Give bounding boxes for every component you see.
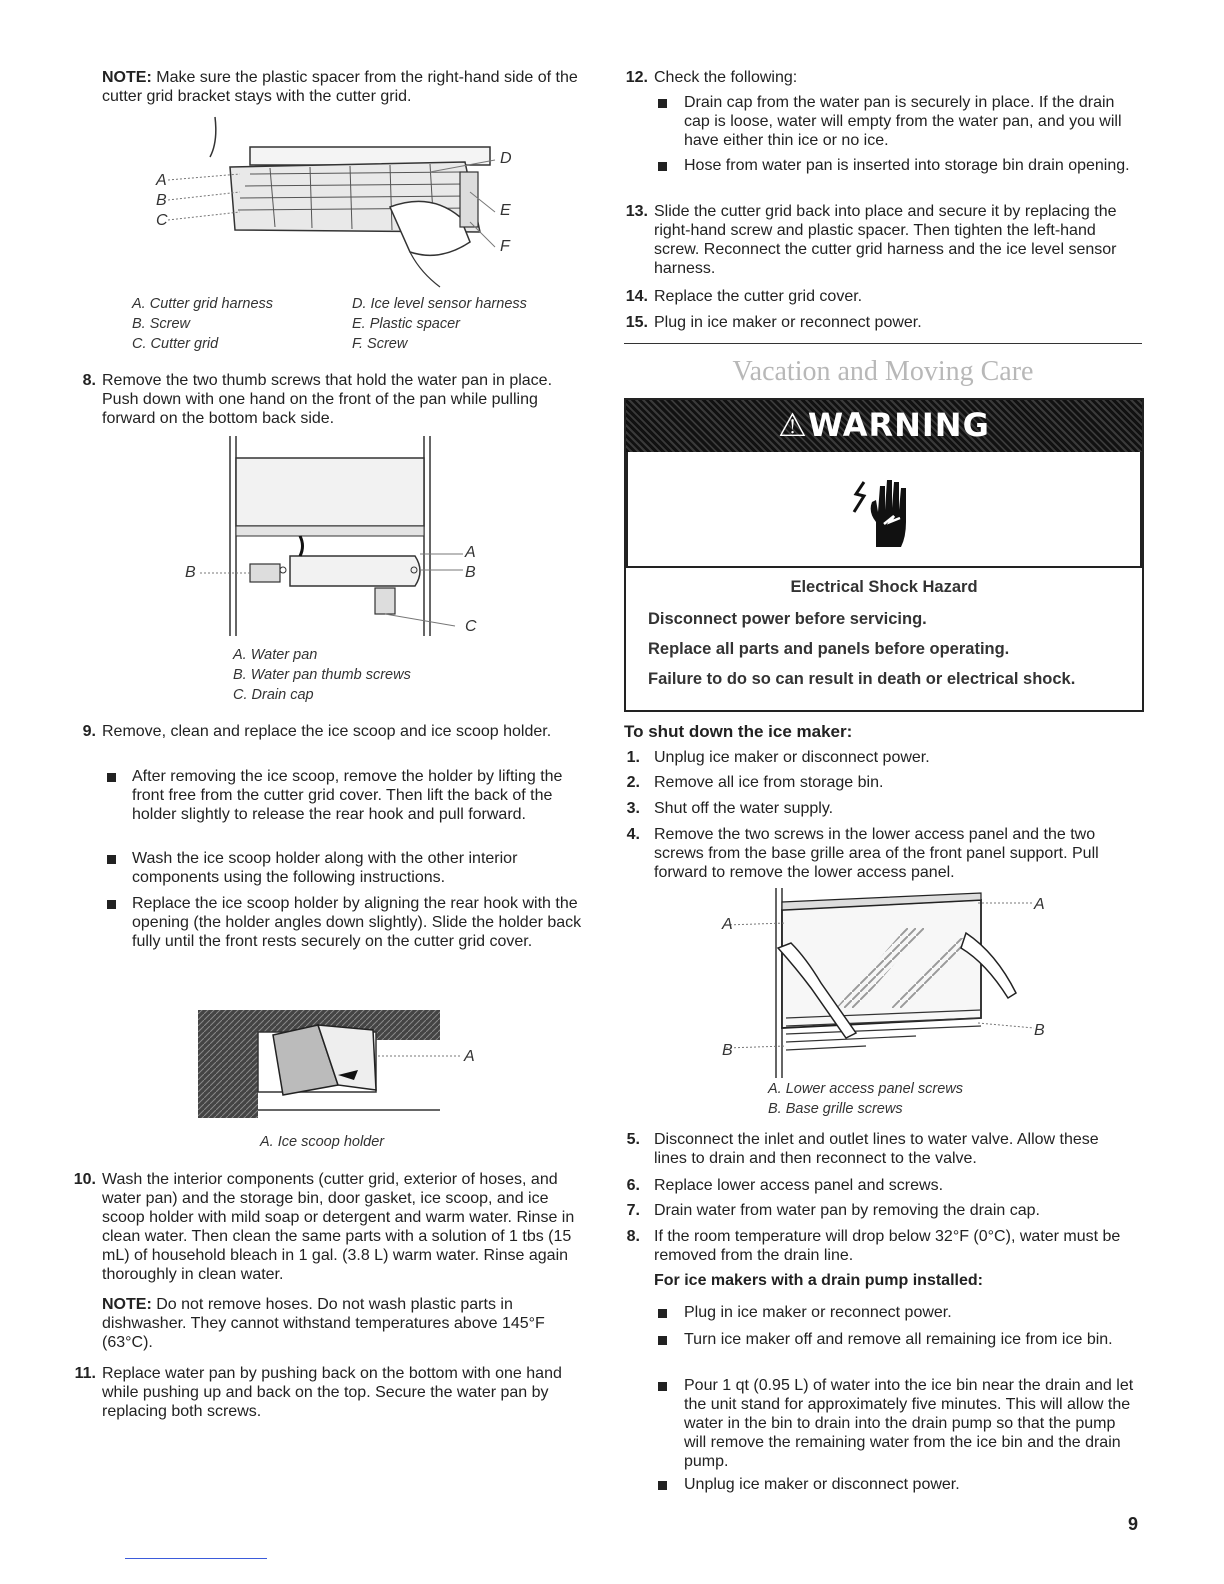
- shutdown-step-2-text: Remove all ice from storage bin.: [654, 774, 884, 791]
- figure-water-pan: [180, 436, 490, 650]
- label-a: A: [156, 172, 167, 189]
- label-b-left: B: [722, 1042, 733, 1059]
- bullet-icon: [658, 1336, 667, 1345]
- bullet-icon: [658, 1309, 667, 1318]
- shutdown-heading: To shut down the ice maker:: [624, 722, 853, 741]
- fig3-caption: A. Ice scoop holder: [260, 1134, 385, 1150]
- warning-word: WARNING: [807, 406, 990, 444]
- fig4-captions: A. Lower access panel screws B. Base grille screws: [768, 1081, 964, 1117]
- water-pan-illustration: [180, 436, 490, 650]
- ice-scoop-holder-illustration: [198, 990, 488, 1120]
- label-a: A: [464, 1048, 475, 1065]
- step-15-number: 15.: [625, 314, 648, 331]
- bullet-icon: [658, 1481, 667, 1490]
- step-12-bullet-2: Hose from water pan is inserted into storage bin drain opening.: [684, 157, 1130, 174]
- section-divider: [624, 343, 1142, 344]
- label-b: B: [156, 192, 167, 209]
- step-12-bullet-1: Drain cap from the water pan is securely in place. If the drain cap is loose, water will empty from the water pan, and you will have either thin ice or no ice.: [684, 94, 1122, 149]
- warning-line-1: Disconnect power before servicing.: [648, 610, 927, 628]
- warning-icon-panel: [626, 452, 1142, 568]
- step-6-text: Replace lower access panel and screws.: [654, 1177, 944, 1194]
- fig2-captions: A. Water pan B. Water pan thumb screws C. Drain cap: [233, 647, 411, 703]
- step-6-number: 6.: [626, 1177, 640, 1194]
- section-title: Vacation and Moving Care: [732, 356, 1034, 387]
- shutdown-step-1-number: 1.: [626, 749, 640, 766]
- label-b-right: B: [1034, 1022, 1045, 1039]
- bullet-icon: [658, 1382, 667, 1391]
- shutdown-step-1-text: Unplug ice maker or disconnect power.: [654, 749, 930, 766]
- fig1-captions-left: A. Cutter grid harness B. Screw C. Cutter grid: [132, 296, 274, 352]
- figure-lower-access-panel: [716, 888, 1056, 1078]
- label-c: C: [465, 618, 477, 635]
- pump-bullet-4: Unplug ice maker or disconnect power.: [684, 1476, 960, 1493]
- note-1: [102, 68, 590, 106]
- pump-heading: For ice makers with a drain pump installed:: [654, 1272, 983, 1289]
- pump-bullet-1: Plug in ice maker or reconnect power.: [684, 1304, 952, 1321]
- step-7-number: 7.: [626, 1202, 640, 1219]
- note-text: Do not remove hoses. Do not wash plastic parts in dishwasher. They cannot withstand temperatures above 145°F (63°C).: [102, 1296, 545, 1351]
- step-5-number: 5.: [626, 1131, 640, 1148]
- shutdown-step-4-text: Remove the two screws in the lower access panel and the two screws from the base grille area of the front panel support. Pull forward to remove the lower access panel.: [654, 826, 1099, 881]
- step-12-number: 12.: [625, 69, 648, 86]
- step-8-number: 8.: [82, 372, 96, 389]
- warning-title: Electrical Shock Hazard: [790, 578, 978, 596]
- page-number: 9: [1128, 1514, 1139, 1534]
- bullet-icon: [107, 855, 116, 864]
- step-11-text: Replace water pan by pushing back on the bottom with one hand while pushing up and back on the top. Secure the water pan by replacing both screws.: [102, 1365, 562, 1420]
- warning-header-label: [626, 406, 1142, 444]
- pump-bullet-3: Pour 1 qt (0.95 L) of water into the ice bin near the drain and let the unit stand for approximately five minutes. This will allow the water in the bin to drain into the drain pump so that the pump will remove the remaining water from the ice bin and the drain pump.: [684, 1377, 1134, 1470]
- step-13-text: Slide the cutter grid back into place and secure it by replacing the right-hand screw and plastic spacer. Then tighten the left-hand screw. Reconnect the cutter grid harness and the ice level sensor harness.: [654, 203, 1117, 277]
- step-7-text: Drain water from water pan by removing the drain cap.: [654, 1202, 1040, 1219]
- warning-box: [624, 398, 1144, 712]
- step-5-text: Disconnect the inlet and outlet lines to water valve. Allow these lines to drain and then reconnect to the valve.: [654, 1131, 1099, 1167]
- bullet-icon: [107, 773, 116, 782]
- note-2: [102, 1295, 590, 1352]
- step-9-bullet-2: Wash the ice scoop holder along with the other interior components using the following instructions.: [132, 850, 518, 886]
- step-9-bullet-1: After removing the ice scoop, remove the holder by lifting the front free from the cutter grid cover. Then lift the back of the holder slightly to release the rear hook and pull forward.: [132, 768, 563, 823]
- warning-header: [626, 400, 1142, 452]
- bullet-icon: [107, 900, 116, 909]
- label-a: A: [465, 544, 476, 561]
- step-9-bullet-3: Replace the ice scoop holder by aligning the rear hook with the opening (the holder angles down slightly). Slide the holder back fully until the front rests securely on the cutter grid cover.: [132, 895, 582, 950]
- shutdown-step-4-number: 4.: [626, 826, 640, 843]
- step-9-text: Remove, clean and replace the ice scoop and ice scoop holder.: [102, 723, 552, 740]
- label-a-left: A: [722, 916, 733, 933]
- note-label: NOTE:: [102, 1296, 152, 1313]
- step-14-text: Replace the cutter grid cover.: [654, 288, 863, 305]
- label-e: E: [500, 202, 511, 219]
- label-d: D: [500, 150, 512, 167]
- step-9-number: 9.: [82, 723, 96, 740]
- step-14-number: 14.: [625, 288, 648, 305]
- label-a-right: A: [1034, 896, 1045, 913]
- step-10-number: 10.: [73, 1171, 96, 1188]
- figure-cutter-grid: [140, 112, 540, 292]
- shutdown-step-3-number: 3.: [626, 800, 640, 817]
- step-10-text: Wash the interior components (cutter grid, exterior of hoses, and water pan) and the storage bin, door gasket, ice scoop, and ice scoop holder with mild soap or detergent and warm water. Rinse in clean water. Then clean the same parts with a solution of 1 tbs (15 mL) of household bleach in 1 gal. (3.8 L) warm water. Rinse again thoroughly in clean water.: [102, 1171, 575, 1283]
- fig1-captions-right: D. Ice level sensor harness E. Plastic spacer F. Screw: [352, 296, 527, 352]
- step-13-number: 13.: [625, 203, 648, 220]
- footer-rule: [125, 1558, 267, 1559]
- warning-triangle-icon: ⚠: [778, 406, 808, 444]
- step-11-number: 11.: [74, 1365, 96, 1382]
- note-text: Make sure the plastic spacer from the right-hand side of the cutter grid bracket stays with the cutter grid.: [102, 69, 578, 105]
- label-f: F: [500, 238, 510, 255]
- bullet-icon: [658, 162, 667, 171]
- pump-bullet-2: Turn ice maker off and remove all remaining ice from ice bin.: [684, 1331, 1113, 1348]
- step-15-text: Plug in ice maker or reconnect power.: [654, 314, 922, 331]
- label-b-right: B: [465, 564, 476, 581]
- shutdown-step-2-number: 2.: [626, 774, 640, 791]
- warning-line-3: Failure to do so can result in death or electrical shock.: [648, 670, 1076, 688]
- step-8-number: 8.: [626, 1228, 640, 1245]
- lower-access-panel-illustration: [716, 888, 1056, 1078]
- figure-ice-scoop-holder: [198, 990, 488, 1120]
- label-c: C: [156, 212, 168, 229]
- label-b-left: B: [185, 564, 196, 581]
- cutter-grid-illustration: [140, 112, 540, 292]
- step-8-text: If the room temperature will drop below 32°F (0°C), water must be removed from the drain line.: [654, 1228, 1121, 1264]
- shutdown-step-3-text: Shut off the water supply.: [654, 800, 834, 817]
- electric-shock-hand-icon: [846, 472, 926, 552]
- step-12-text: Check the following:: [654, 69, 798, 86]
- bullet-icon: [658, 99, 667, 108]
- warning-line-2: Replace all parts and panels before operating.: [648, 640, 1010, 658]
- step-8-text: Remove the two thumb screws that hold the water pan in place. Push down with one hand on the front of the pan while pulling forward on the bottom back side.: [102, 372, 553, 427]
- note-label: NOTE:: [102, 69, 152, 86]
